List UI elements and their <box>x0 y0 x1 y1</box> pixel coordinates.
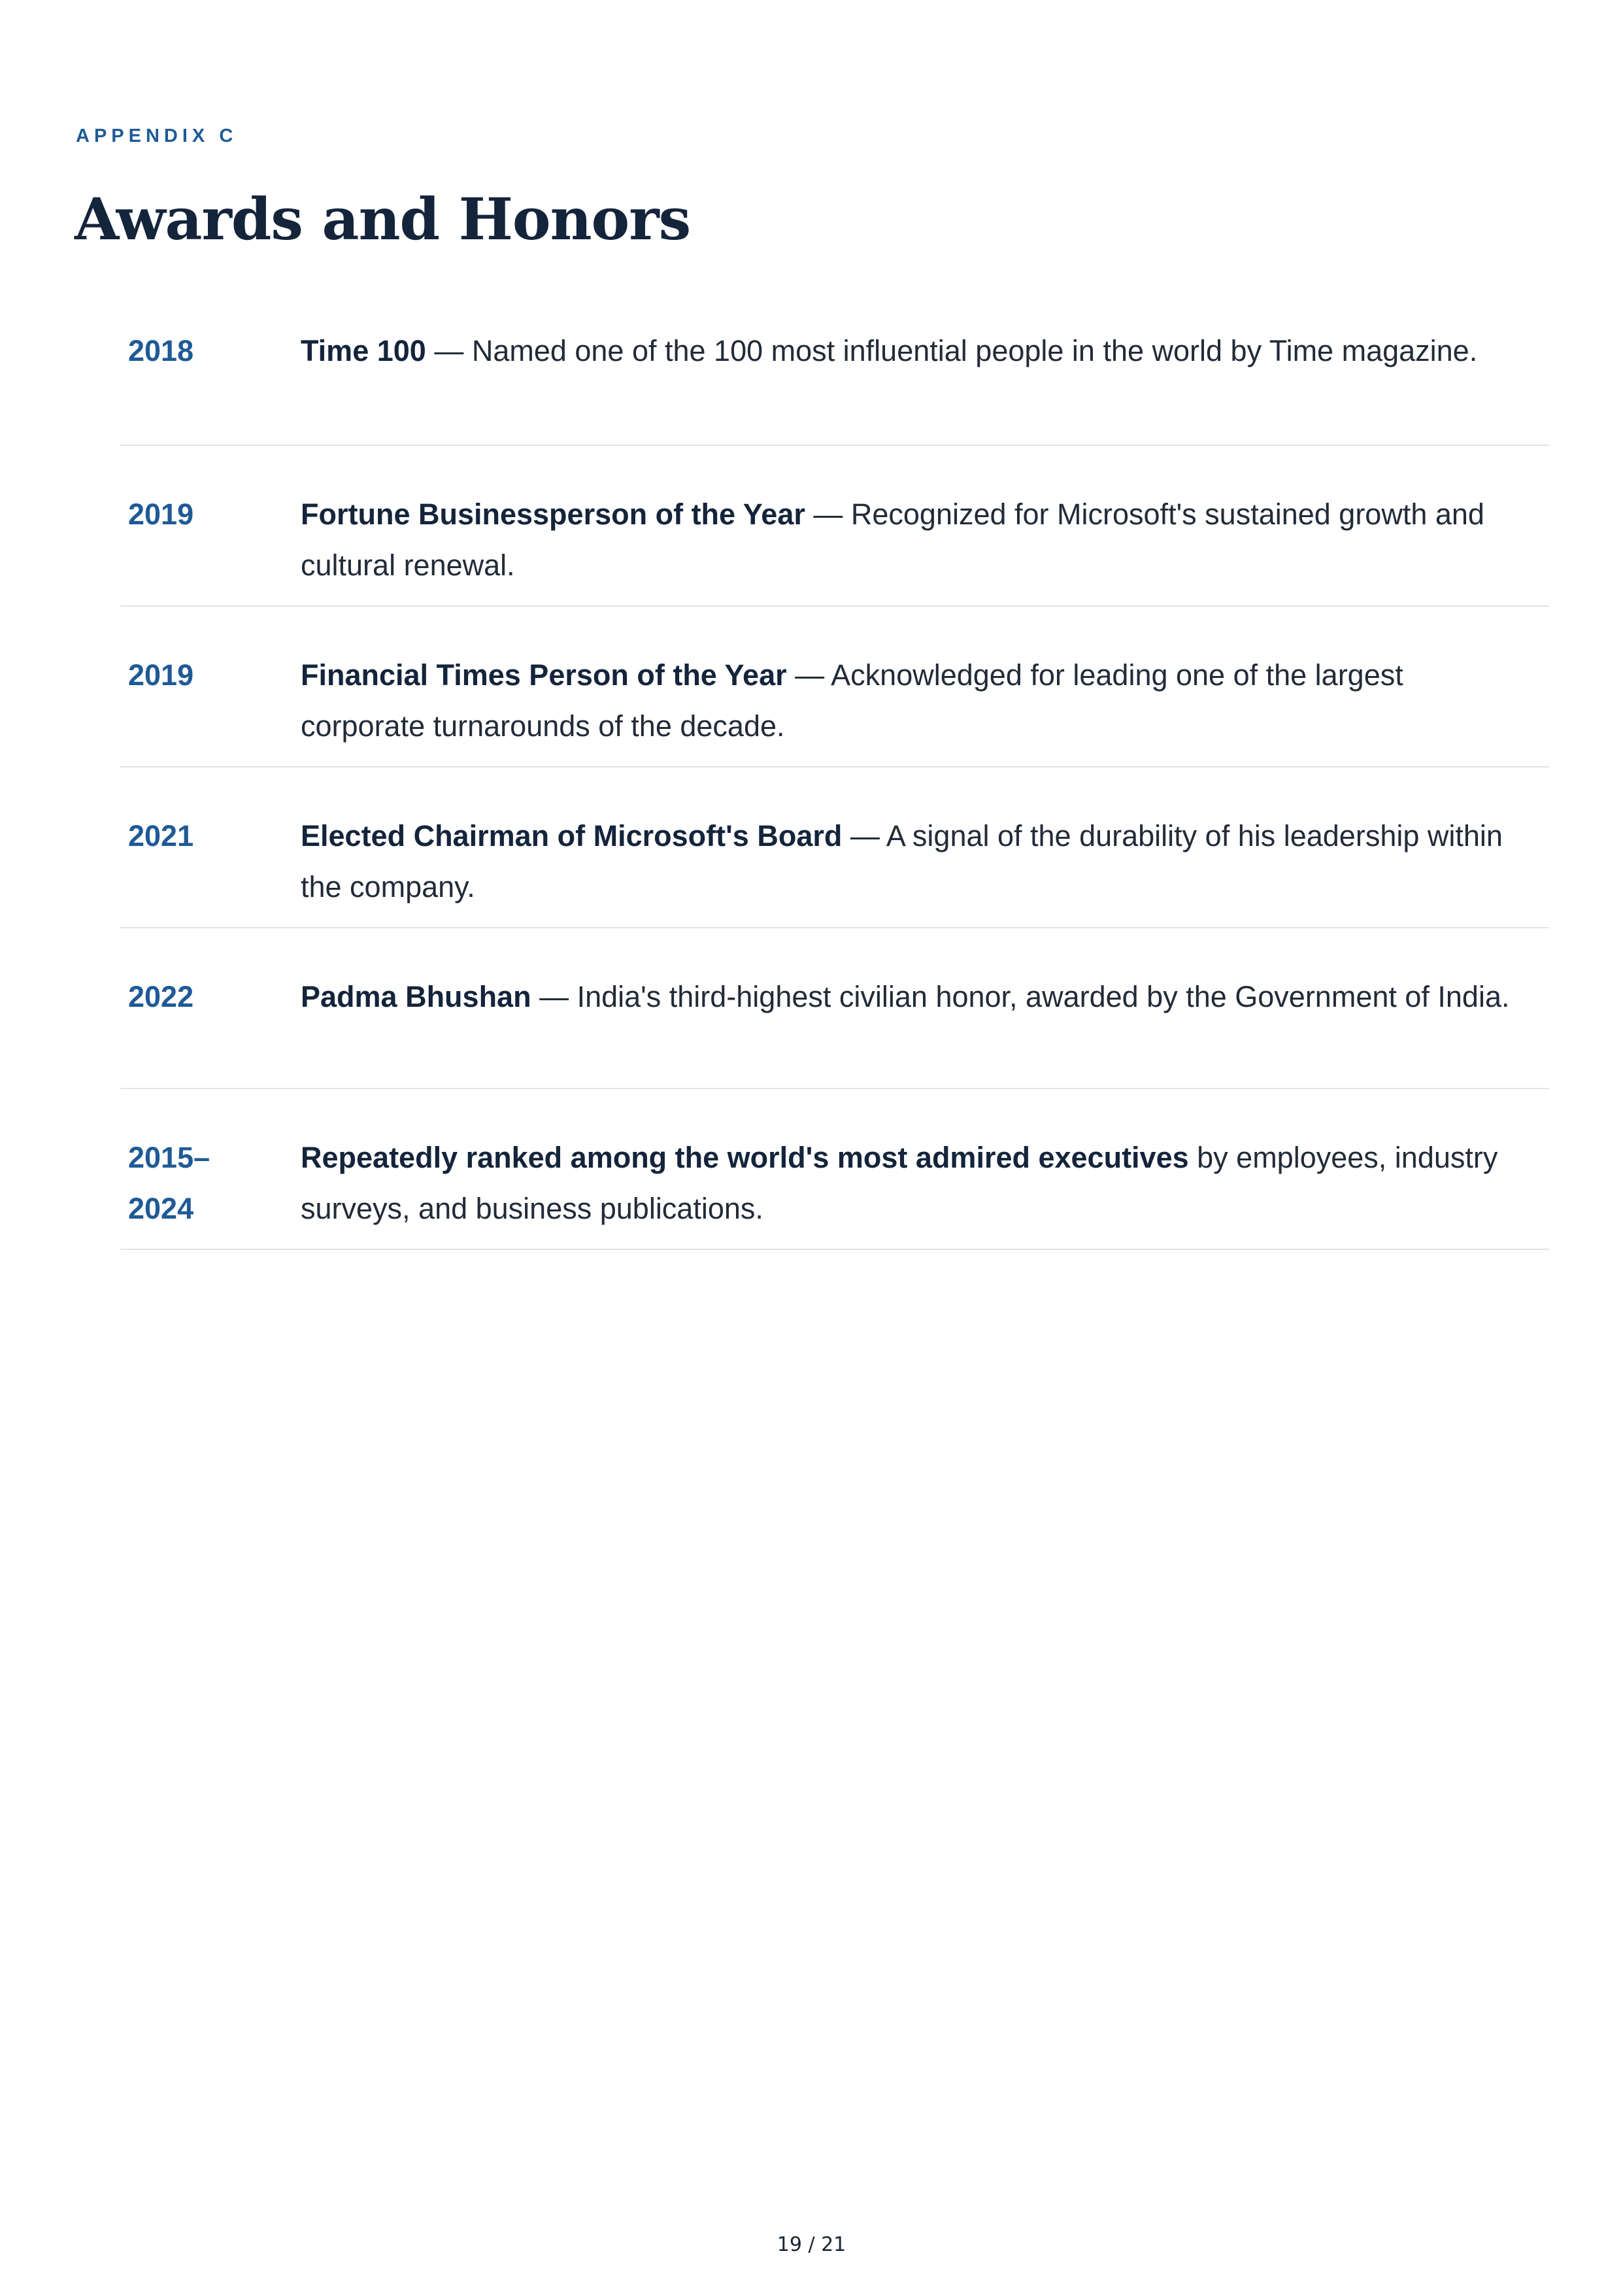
award-row <box>120 446 1549 607</box>
award-text <box>301 326 1549 377</box>
award-description: — India's third-highest civilian honor, awarded by the Government of India. <box>531 980 1510 1013</box>
award-text <box>301 489 1549 591</box>
award-text <box>301 811 1549 913</box>
award-year: 2015– 2024 <box>128 1141 210 1225</box>
award-description: — A signal of the durability of his leadership within the company. <box>301 819 1503 903</box>
page-title: Awards and Honors <box>75 185 691 253</box>
award-row <box>120 928 1549 1089</box>
page-number: 19 / 21 <box>777 2233 846 2256</box>
awards-list <box>120 306 1549 1250</box>
award-row <box>120 1089 1549 1250</box>
award-text <box>301 1132 1549 1234</box>
award-description: — Named one of the 100 most influential people in the world by Time magazine. <box>426 334 1478 367</box>
award-name: Time 100 <box>301 334 426 367</box>
award-text <box>301 650 1549 752</box>
award-year: 2019 <box>128 658 194 692</box>
award-name: Financial Times Person of the Year <box>301 658 787 692</box>
award-description: — Acknowledged for leading one of the largest corporate turnarounds of the decade. <box>301 658 1403 743</box>
appendix-label: APPENDIX C <box>76 126 238 146</box>
award-name: Elected Chairman of Microsoft's Board <box>301 819 843 853</box>
award-year: 2018 <box>128 334 194 367</box>
award-text <box>301 971 1549 1022</box>
award-year: 2022 <box>128 980 194 1013</box>
award-year: 2021 <box>128 819 194 853</box>
award-name: Repeatedly ranked among the world's most admired executives <box>301 1141 1189 1174</box>
award-row <box>120 768 1549 928</box>
award-name: Fortune Businessperson of the Year <box>301 498 805 531</box>
award-description: by employees, industry surveys, and business publications. <box>301 1141 1498 1225</box>
award-row <box>120 306 1549 446</box>
award-name: Padma Bhushan <box>301 980 531 1013</box>
award-row <box>120 607 1549 768</box>
award-description: — Recognized for Microsoft's sustained growth and cultural renewal. <box>301 498 1484 582</box>
award-year: 2019 <box>128 498 194 531</box>
